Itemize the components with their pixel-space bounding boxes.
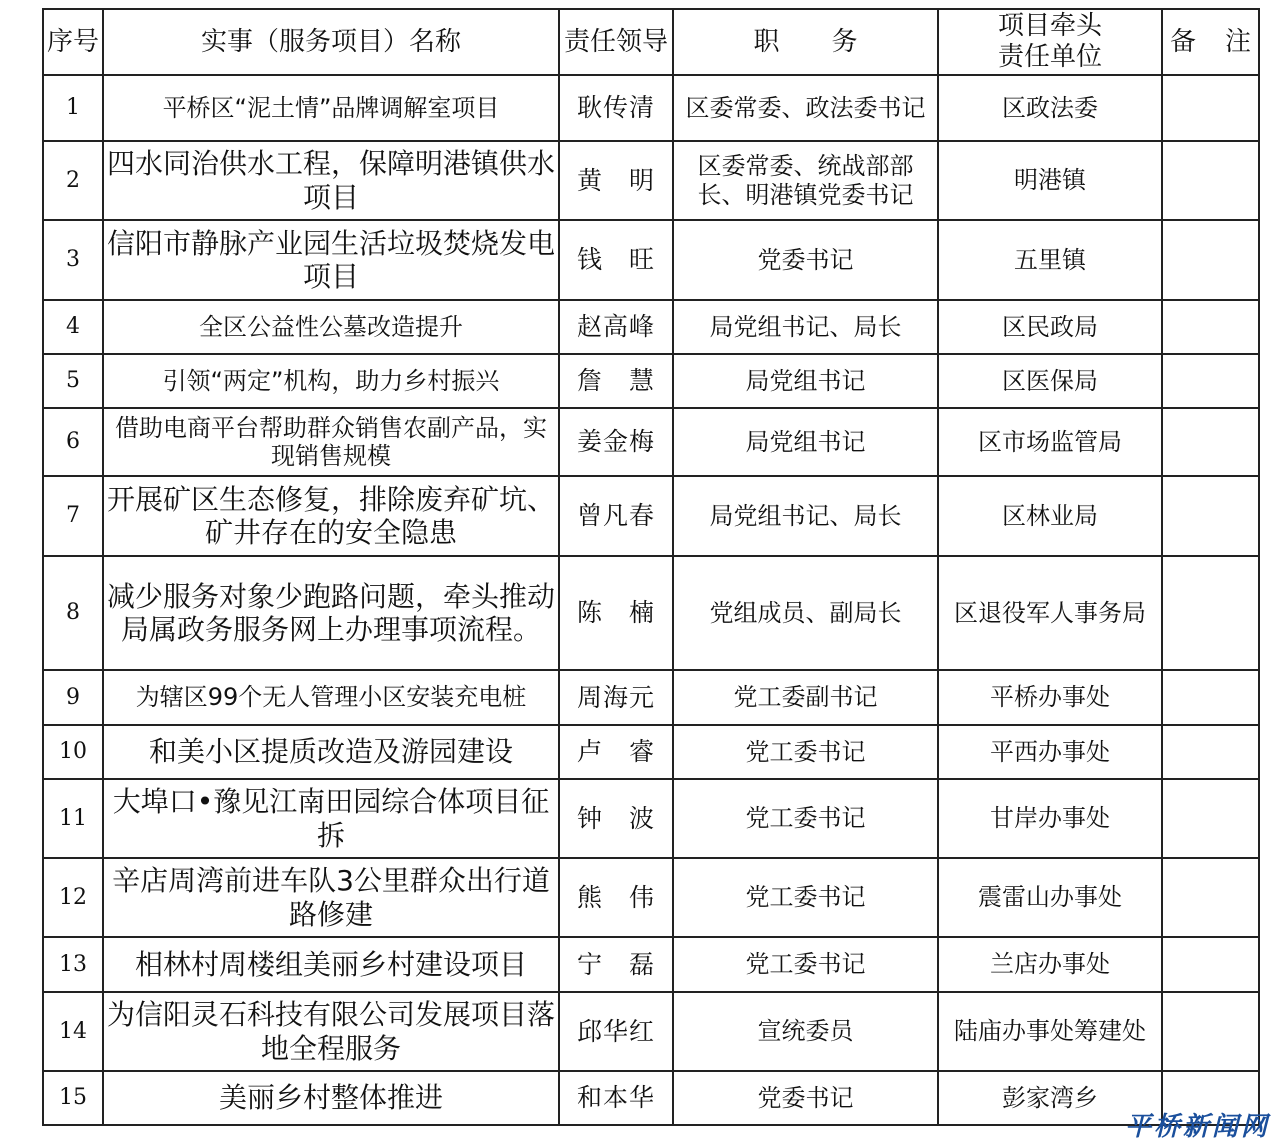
row-notes xyxy=(1162,670,1259,725)
row-post: 党委书记 xyxy=(673,1071,938,1125)
row-unit: 明港镇 xyxy=(938,141,1162,220)
row-unit: 区医保局 xyxy=(938,354,1162,408)
row-post: 局党组书记 xyxy=(673,408,938,476)
row-leader: 和本华 xyxy=(559,1071,673,1125)
row-notes xyxy=(1162,220,1259,300)
row-post: 党工委书记 xyxy=(673,725,938,779)
row-leader: 邱华红 xyxy=(559,992,673,1071)
table-row xyxy=(43,141,1259,220)
table-row xyxy=(43,75,1259,141)
row-notes xyxy=(1162,992,1259,1071)
row-unit: 兰店办事处 xyxy=(938,937,1162,992)
row-leader: 钟 波 xyxy=(559,779,673,858)
header-index: 序号 xyxy=(43,9,103,75)
row-notes xyxy=(1162,141,1259,220)
table-row xyxy=(43,354,1259,408)
header-row xyxy=(43,9,1259,75)
table-row xyxy=(43,556,1259,670)
table-row xyxy=(43,779,1259,858)
row-index: 3 xyxy=(43,220,103,300)
row-notes xyxy=(1162,858,1259,937)
row-index: 15 xyxy=(43,1071,103,1125)
row-name: 为辖区99个无人管理小区安装充电桩 xyxy=(103,670,559,725)
row-post: 区委常委、统战部部长、明港镇党委书记 xyxy=(673,141,938,220)
row-post: 局党组书记、局长 xyxy=(673,300,938,354)
row-name: 辛店周湾前进车队3公里群众出行道路修建 xyxy=(103,858,559,937)
row-post: 局党组书记 xyxy=(673,354,938,408)
row-name: 开展矿区生态修复，排除废弃矿坑、矿井存在的安全隐患 xyxy=(103,476,559,556)
row-index: 7 xyxy=(43,476,103,556)
header-notes xyxy=(1162,9,1259,75)
row-unit: 区政法委 xyxy=(938,75,1162,141)
row-name: 平桥区“泥土情”品牌调解室项目 xyxy=(103,75,559,141)
project-table xyxy=(42,8,1260,1126)
row-unit: 区退役军人事务局 xyxy=(938,556,1162,670)
table-row xyxy=(43,408,1259,476)
row-unit: 平桥办事处 xyxy=(938,670,1162,725)
row-index: 2 xyxy=(43,141,103,220)
row-unit: 彭家湾乡 xyxy=(938,1071,1162,1125)
row-post: 党工委书记 xyxy=(673,937,938,992)
row-notes xyxy=(1162,937,1259,992)
header-leader: 责任领导 xyxy=(559,9,673,75)
row-notes xyxy=(1162,725,1259,779)
row-index: 11 xyxy=(43,779,103,858)
row-unit: 五里镇 xyxy=(938,220,1162,300)
header-unit-line2: 责任单位 xyxy=(997,42,1102,72)
row-index: 4 xyxy=(43,300,103,354)
header-unit xyxy=(938,9,1162,75)
table-row xyxy=(43,937,1259,992)
row-index: 13 xyxy=(43,937,103,992)
watermark-logo: 平桥新闻网 xyxy=(1124,1112,1270,1142)
table-row xyxy=(43,858,1259,937)
table-row xyxy=(43,670,1259,725)
table-row xyxy=(43,476,1259,556)
row-post: 宣统委员 xyxy=(673,992,938,1071)
row-name: 和美小区提质改造及游园建设 xyxy=(103,725,559,779)
table-row xyxy=(43,300,1259,354)
header-unit-line1: 项目牵头 xyxy=(997,11,1102,42)
row-unit: 震雷山办事处 xyxy=(938,858,1162,937)
row-notes xyxy=(1162,75,1259,141)
header-name: 实事（服务项目）名称 xyxy=(103,9,559,75)
row-leader: 陈 楠 xyxy=(559,556,673,670)
row-unit: 陆庙办事处筹建处 xyxy=(938,992,1162,1071)
row-leader: 周海元 xyxy=(559,670,673,725)
row-unit: 区民政局 xyxy=(938,300,1162,354)
header-notes-b: 注 xyxy=(1224,26,1251,57)
header-notes-a: 备 xyxy=(1170,26,1197,57)
row-index: 12 xyxy=(43,858,103,937)
row-index: 6 xyxy=(43,408,103,476)
row-post: 党组成员、副局长 xyxy=(673,556,938,670)
row-index: 8 xyxy=(43,556,103,670)
row-leader: 黄 明 xyxy=(559,141,673,220)
row-leader: 熊 伟 xyxy=(559,858,673,937)
table-row xyxy=(43,725,1259,779)
row-post: 区委常委、政法委书记 xyxy=(673,75,938,141)
row-unit: 区市场监管局 xyxy=(938,408,1162,476)
table-row xyxy=(43,992,1259,1071)
row-name: 相林村周楼组美丽乡村建设项目 xyxy=(103,937,559,992)
row-notes xyxy=(1162,476,1259,556)
row-name: 为信阳灵石科技有限公司发展项目落地全程服务 xyxy=(103,992,559,1071)
row-post: 党委书记 xyxy=(673,220,938,300)
row-notes xyxy=(1162,354,1259,408)
row-notes xyxy=(1162,408,1259,476)
row-name: 借助电商平台帮助群众销售农副产品，实现销售规模 xyxy=(103,408,559,476)
row-name: 引领“两定”机构，助力乡村振兴 xyxy=(103,354,559,408)
row-post: 局党组书记、局长 xyxy=(673,476,938,556)
row-leader: 曾凡春 xyxy=(559,476,673,556)
row-leader: 姜金梅 xyxy=(559,408,673,476)
row-unit: 甘岸办事处 xyxy=(938,779,1162,858)
row-notes xyxy=(1162,779,1259,858)
row-name: 减少服务对象少跑路问题，牵头推动局属政务服务网上办理事项流程。 xyxy=(103,556,559,670)
row-leader: 赵高峰 xyxy=(559,300,673,354)
row-name: 信阳市静脉产业园生活垃圾焚烧发电项目 xyxy=(103,220,559,300)
row-leader: 宁 磊 xyxy=(559,937,673,992)
row-notes xyxy=(1162,556,1259,670)
header-post: 职 务 xyxy=(673,9,938,75)
row-leader: 耿传清 xyxy=(559,75,673,141)
table-row xyxy=(43,220,1259,300)
row-leader: 卢 睿 xyxy=(559,725,673,779)
row-unit: 平西办事处 xyxy=(938,725,1162,779)
row-index: 5 xyxy=(43,354,103,408)
row-name: 四水同治供水工程，保障明港镇供水项目 xyxy=(103,141,559,220)
row-post: 党工委副书记 xyxy=(673,670,938,725)
row-name: 全区公益性公墓改造提升 xyxy=(103,300,559,354)
row-post: 党工委书记 xyxy=(673,858,938,937)
row-index: 1 xyxy=(43,75,103,141)
row-name: 大埠口•豫见江南田园综合体项目征拆 xyxy=(103,779,559,858)
row-post: 党工委书记 xyxy=(673,779,938,858)
row-index: 9 xyxy=(43,670,103,725)
row-leader: 钱 旺 xyxy=(559,220,673,300)
row-leader: 詹 慧 xyxy=(559,354,673,408)
row-index: 10 xyxy=(43,725,103,779)
row-name: 美丽乡村整体推进 xyxy=(103,1071,559,1125)
row-notes xyxy=(1162,300,1259,354)
row-unit: 区林业局 xyxy=(938,476,1162,556)
table-row xyxy=(43,1071,1259,1125)
row-index: 14 xyxy=(43,992,103,1071)
